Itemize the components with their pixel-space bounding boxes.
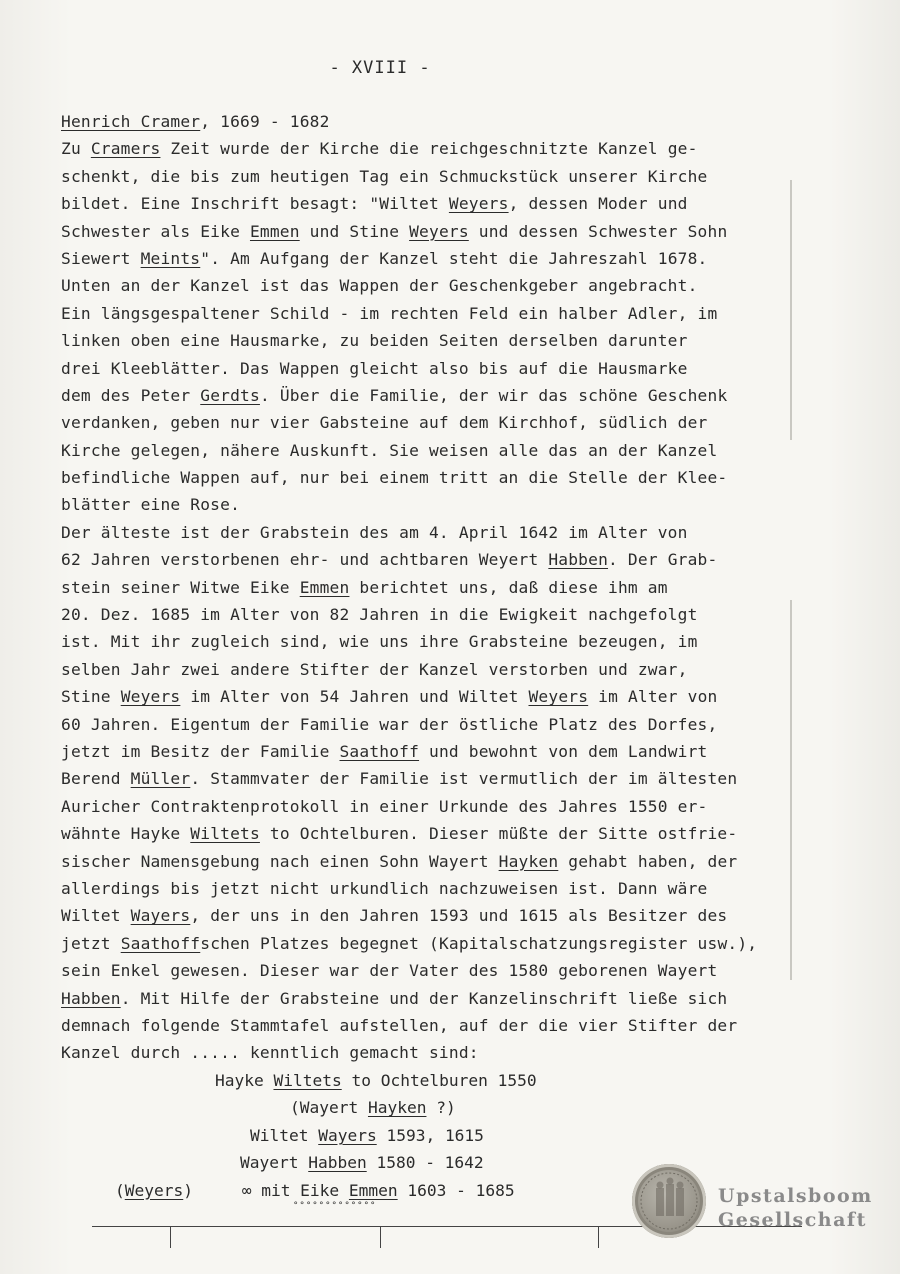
text-run: linken oben eine Hausmarke, zu beiden Seiten derselben darunter <box>61 331 688 351</box>
text-run: Kanzel durch ..... kenntlich gemacht sind: <box>61 1043 479 1063</box>
body-line <box>61 628 781 655</box>
page-number: - XVIII - <box>329 58 431 78</box>
underlined-name: Emmen <box>299 577 350 597</box>
text-run: wähnte Hayke <box>61 824 191 844</box>
text-run: Kirche gelegen, nähere Auskunft. Sie weisen alle das an der Kanzel <box>61 440 718 460</box>
body-line <box>61 765 781 792</box>
underlined-name: Weyers <box>448 194 509 214</box>
text-run: 1580 - 1642 <box>366 1153 484 1173</box>
text-run: jetzt im Besitz der Familie <box>61 741 340 761</box>
margin-mark <box>790 600 792 980</box>
body-line <box>61 519 781 546</box>
text-run: 62 Jahren verstorbenen ehr- und achtbaren Weyert <box>61 550 549 570</box>
text-run: blätter eine Rose. <box>61 495 241 515</box>
body-line <box>61 464 781 491</box>
text-run: , dessen Moder und <box>508 194 688 214</box>
underlined-name: Saathoff <box>120 933 201 953</box>
body-line <box>61 108 781 135</box>
logo-line-2: Gesellschaft <box>718 1209 867 1231</box>
text-run: bildet. Eine Inschrift besagt: "Wiltet <box>61 194 449 214</box>
body-line <box>61 135 781 162</box>
underlined-name: Weyers <box>528 687 589 707</box>
underlined-name: Müller <box>130 769 191 789</box>
body-line <box>61 738 781 765</box>
text-run: Berend <box>61 769 131 789</box>
text-run: 1603 - 1685 <box>397 1180 515 1200</box>
body-line <box>61 1039 781 1066</box>
body-line <box>61 491 781 518</box>
body-line <box>61 218 781 245</box>
text-run: . Der Grab- <box>608 550 718 570</box>
seal-icon <box>632 1164 706 1238</box>
text-run: berichtet uns, daß diese ihm am <box>349 577 668 597</box>
body-line <box>61 382 781 409</box>
body-line <box>61 272 781 299</box>
underlined-name: Wiltets <box>273 1071 342 1090</box>
text-run: 1593, 1615 <box>376 1125 484 1145</box>
text-run: drei Kleeblätter. Das Wappen gleicht also bis auf die Hausmarke <box>61 358 688 378</box>
text-run: , 1669 - 1682 <box>200 112 330 131</box>
text-run: und dessen Schwester Sohn <box>468 221 728 241</box>
text-run: Zu <box>61 139 91 159</box>
text-run: (Wayert <box>290 1098 368 1118</box>
text-run: Unten an der Kanzel ist das Wappen der Geschenkgeber angebracht. <box>61 276 698 296</box>
body-line <box>61 546 781 573</box>
underlined-name: Gerdts <box>200 385 260 405</box>
body-line <box>61 683 781 710</box>
text-run: schen Platzes begegnet (Kapitalschatzungsregister usw.), <box>200 933 758 953</box>
body-line <box>61 601 781 628</box>
text-run: sein Enkel gewesen. Dieser war der Vater des 1580 geborenen Wayert <box>61 961 718 981</box>
tree-line <box>100 1177 660 1204</box>
text-run: und Stine <box>299 221 410 241</box>
body-line <box>61 163 781 190</box>
body-line <box>61 190 781 217</box>
text-run: verdanken, geben nur vier Gabsteine auf dem Kirchhof, südlich der <box>61 413 708 433</box>
tree-line <box>100 1149 660 1176</box>
text-run: im Alter von 54 Jahren und Wiltet <box>180 687 529 707</box>
text-run: Auricher Contraktenprotokoll in einer Urkunde des Jahres 1550 er- <box>61 796 708 816</box>
body-line <box>61 327 781 354</box>
underlined-name: Habben <box>308 1153 367 1173</box>
text-run: Der älteste ist der Grabstein des am 4. April 1642 im Alter von <box>61 522 688 542</box>
underlined-name: Hayken <box>498 851 559 871</box>
underlined-name: Weyers <box>120 687 181 707</box>
text-run: to Ochtelburen 1550 <box>341 1071 537 1090</box>
margin-mark <box>790 180 792 440</box>
body-line <box>61 437 781 464</box>
text-run: ?) <box>426 1098 456 1118</box>
underlined-name: Meints <box>140 248 201 268</box>
rule-tick <box>170 1226 171 1248</box>
text-run: im Alter von <box>588 687 718 707</box>
underlined-name: Hayken <box>367 1098 427 1118</box>
body-line <box>61 1012 781 1039</box>
text-run: . Mit Hilfe der Grabsteine und der Kanzelinschrift ließe sich <box>120 988 728 1008</box>
underlined-name: Wayers <box>318 1125 377 1145</box>
text-run: ". Am Aufgang der Kanzel steht die Jahreszahl 1678. <box>200 248 708 268</box>
text-run: und bewohnt von dem Landwirt <box>419 741 708 761</box>
text-run: Wiltet <box>250 1125 319 1145</box>
text-run: ) ∞ mit Eike <box>183 1180 349 1200</box>
underlined-name: Weyers <box>124 1180 184 1200</box>
body-line <box>61 300 781 327</box>
underlined-name: Saathoff <box>339 741 420 761</box>
text-run: jetzt <box>61 933 121 953</box>
text-run: to Ochtelburen. Dieser müßte der Sitte ostfrie- <box>259 824 738 844</box>
text-run: gehabt haben, der <box>558 851 738 871</box>
text-run: Schwester als Eike <box>61 221 250 241</box>
tree-line <box>100 1094 660 1121</box>
family-tree <box>100 1067 660 1211</box>
text-run: . Über die Familie, der wir das schöne Geschenk <box>259 385 728 405</box>
text-run: Siewert <box>61 248 141 268</box>
rule-tick <box>380 1226 381 1248</box>
text-run: befindliche Wappen auf, nur bei einem tritt an die Stelle der Klee- <box>61 468 728 488</box>
tree-line <box>100 1067 660 1094</box>
stifter-dots: °°°°°°°°°°°°° <box>293 1201 377 1211</box>
body-line <box>61 930 781 957</box>
underlined-name: Habben <box>61 988 121 1008</box>
tree-line <box>100 1122 660 1149</box>
text-run: ( <box>115 1180 125 1200</box>
underlined-name: Wiltets <box>190 824 260 844</box>
body-line <box>61 957 781 984</box>
text-run: Zeit wurde der Kirche die reichgeschnitzte Kanzel ge- <box>160 139 698 159</box>
text-run: 60 Jahren. Eigentum der Familie war der östliche Platz des Dorfes, <box>61 714 718 734</box>
underlined-name: Wayers <box>130 906 191 926</box>
text-run: Ein längsgespaltener Schild - im rechten Feld ein halber Adler, im <box>61 303 718 323</box>
text-run: allerdings bis jetzt nicht urkundlich nachzuweisen ist. Dann wäre <box>61 878 708 898</box>
text-run: Wayert <box>240 1153 309 1173</box>
text-run: demnach folgende Stammtafel aufstellen, auf der die vier Stifter der <box>61 1015 738 1035</box>
underlined-name: Emmen <box>348 1180 398 1200</box>
text-run: sischer Namensgebung nach einen Sohn Wayert <box>61 851 499 871</box>
text-run: ist. Mit ihr zugleich sind, wie uns ihre Grabsteine bezeugen, im <box>61 632 698 652</box>
underlined-name: Henrich Cramer <box>61 112 201 131</box>
body-line <box>61 875 781 902</box>
text-run: Stine <box>61 687 121 707</box>
text-run: Hayke <box>215 1071 274 1090</box>
society-logo-text <box>718 1184 873 1232</box>
text-run: . Stammvater der Familie ist vermutlich der im ältesten <box>190 769 738 789</box>
text-run: stein seiner Witwe Eike <box>61 577 300 597</box>
body-line <box>61 902 781 929</box>
underlined-name: Emmen <box>249 221 300 241</box>
body-line <box>61 656 781 683</box>
underlined-name: Weyers <box>409 221 469 241</box>
text-run: selben Jahr zwei andere Stifter der Kanzel verstorben und zwar, <box>61 659 688 679</box>
text-run: schenkt, die bis zum heutigen Tag ein Schmuckstück unserer Kirche <box>61 166 708 186</box>
rule-tick <box>598 1226 599 1248</box>
body-line <box>61 245 781 272</box>
body-line <box>61 711 781 738</box>
body-line <box>61 355 781 382</box>
body-line <box>61 574 781 601</box>
body-line <box>61 848 781 875</box>
text-run: 20. Dez. 1685 im Alter von 82 Jahren in die Ewigkeit nachgefolgt <box>61 605 698 625</box>
body-line <box>61 409 781 436</box>
text-run: dem des Peter <box>61 385 201 405</box>
body-text <box>61 108 781 1067</box>
text-run: Wiltet <box>61 906 131 926</box>
body-line <box>61 820 781 847</box>
logo-line-1: Upstalsboom <box>718 1185 873 1207</box>
body-line <box>61 793 781 820</box>
underlined-name: Habben <box>548 550 609 570</box>
text-run: , der uns in den Jahren 1593 und 1615 als Besitzer des <box>190 906 728 926</box>
body-line <box>61 985 781 1012</box>
underlined-name: Cramers <box>90 139 161 159</box>
